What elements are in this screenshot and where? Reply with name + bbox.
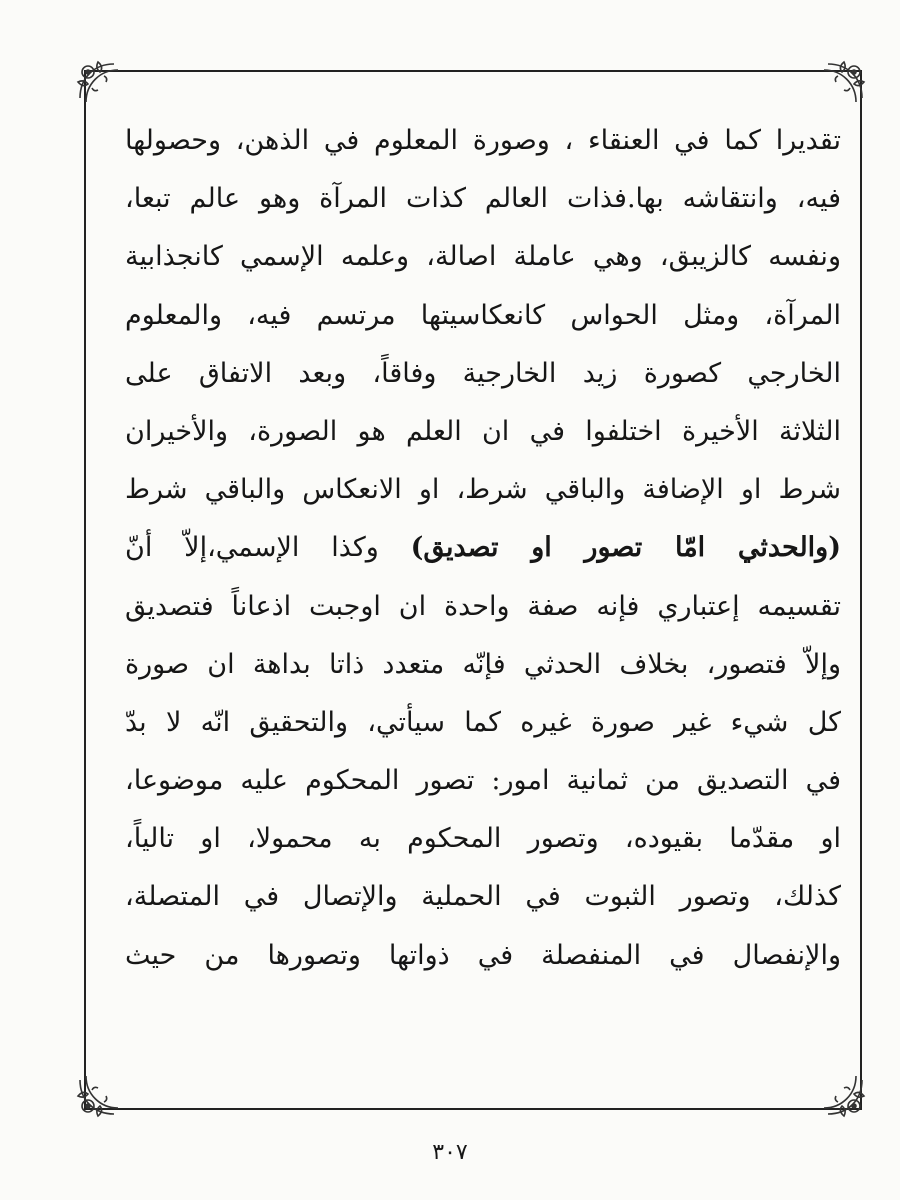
- text-line: تقسيمه إعتباري فإنه صفة واحدة ان اوجبت اذعاناً فتصديق: [125, 590, 841, 622]
- text-line: تقديرا كما في العنقاء ، وصورة المعلوم في الذهن، وحصولها: [125, 125, 841, 156]
- bold-heading-phrase: (والحدثي امّا تصور او تصديق): [410, 532, 841, 564]
- text-line: الخارجي كصورة زيد الخارجية وفاقاً، وبعد الاتفاق على: [125, 357, 841, 389]
- text-line: [125, 519, 841, 577]
- text-line: او مقدّما بقيوده، وتصور المحكوم به محمولا، او تالياً،: [125, 823, 841, 855]
- text-line-continuation: وكذا الإسمي،إلاّ أنّ: [125, 532, 411, 564]
- corner-ornament-top-left: [74, 58, 136, 120]
- text-line: شرط او الإضافة والباقي شرط، او الانعكاس والباقي شرط: [125, 474, 841, 506]
- text-line: المرآة، ومثل الحواس كانعكاسيتها مرتسم فيه، والمعلوم: [125, 299, 841, 331]
- body-text: [125, 112, 841, 1072]
- text-line: فيه، وانتقاشه بها.فذات العالم كذات المرآة وهو عالم تبعا،: [125, 183, 841, 215]
- text-line: الثلاثة الأخيرة اختلفوا في ان العلم هو الصورة، والأخيران: [125, 415, 841, 447]
- corner-ornament-top-right: [806, 58, 868, 120]
- text-line: ونفسه كالزيبق، وهي عاملة اصالة، وعلمه الإسمي كانجذابية: [125, 241, 841, 273]
- text-line: كل شيء غير صورة غيره كما سيأتي، والتحقيق انّه لا بدّ: [125, 706, 841, 738]
- text-line: والإنفصال في المنفصلة في ذواتها وتصورها من حيث: [125, 939, 841, 971]
- page-number: ٣٠٧: [432, 1140, 468, 1165]
- text-line: كذلك، وتصور الثبوت في الحملية والإتصال في المتصلة،: [125, 881, 841, 913]
- text-line: وإلاّ فتصور، بخلاف الحدثي فإنّه متعدد ذاتا بداهة ان صورة: [125, 648, 841, 680]
- text-line: في التصديق من ثمانية امور: تصور المحكوم عليه موضوعا،: [125, 765, 841, 797]
